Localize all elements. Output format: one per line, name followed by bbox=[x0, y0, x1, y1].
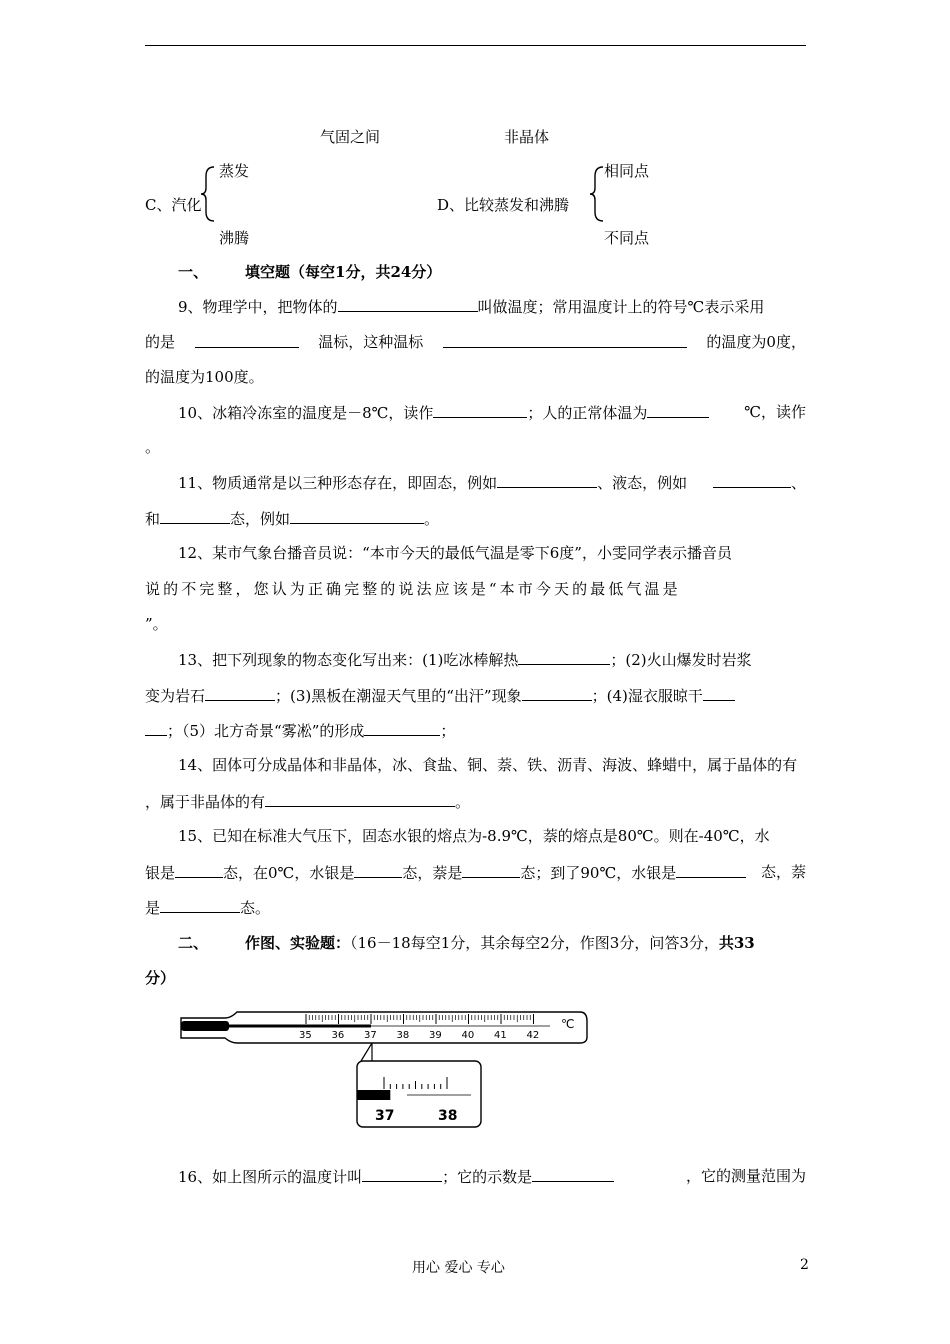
zoom-mercury bbox=[357, 1090, 390, 1100]
q9-text: 的是 bbox=[145, 333, 176, 351]
section2-total: 共33 bbox=[718, 934, 755, 952]
q11-blank3[interactable] bbox=[160, 508, 230, 524]
tick-label: 38 bbox=[396, 1030, 410, 1041]
section2-heading bbox=[245, 933, 755, 953]
q9-line1 bbox=[178, 296, 764, 317]
q13-blank1[interactable] bbox=[518, 649, 610, 665]
tick-label: 36 bbox=[331, 1030, 345, 1041]
q11-text: 、液态，例如 bbox=[597, 474, 688, 492]
q15-blank2[interactable] bbox=[354, 862, 402, 878]
section1-number: 一、 bbox=[178, 263, 209, 281]
q11-blank4[interactable] bbox=[290, 508, 424, 524]
option-c-top: 蒸发 bbox=[219, 162, 250, 180]
q14-blank1[interactable] bbox=[265, 791, 455, 807]
q15-text: 态，萘 bbox=[760, 863, 806, 881]
q13-line1 bbox=[178, 649, 752, 670]
q9-blank1[interactable] bbox=[338, 296, 478, 312]
q16-line1 bbox=[178, 1166, 806, 1187]
q14-line1: 14、固体可分成晶体和非晶体，冰、食盐、铜、萘、铁、沥青、海波、蜂蜡中，属于晶体的有 bbox=[178, 756, 798, 774]
option-b-text: 气固之间 bbox=[320, 128, 381, 146]
q13-line3 bbox=[145, 720, 455, 741]
q13-line2 bbox=[145, 685, 735, 706]
q15-blank4[interactable] bbox=[676, 862, 746, 878]
q14-line2 bbox=[145, 791, 470, 812]
q12-line2: 说的不完整，您认为正确完整的说法应该是“本市今天的最低气温是 bbox=[145, 580, 681, 598]
q9-line2 bbox=[145, 332, 806, 352]
zoom-label-38: 38 bbox=[438, 1108, 458, 1124]
q15-line2 bbox=[145, 862, 806, 883]
q13-text: ；（5）北方奇景“雾凇”的形成 bbox=[167, 722, 365, 740]
q16-blank1[interactable] bbox=[362, 1166, 442, 1182]
q13-text: 13、把下列现象的物态变化写出来：(1)吃冰棒解热 bbox=[178, 651, 519, 669]
q13-blank4b[interactable] bbox=[145, 720, 167, 736]
q9-blank2[interactable] bbox=[195, 332, 299, 348]
option-d-bottom: 不同点 bbox=[604, 229, 650, 247]
q11-line1 bbox=[178, 472, 806, 493]
brace-icon bbox=[589, 166, 605, 222]
q9-text: 的温度为0度， bbox=[706, 333, 806, 351]
q16-text: ；它的示数是 bbox=[442, 1168, 533, 1186]
q14-text: ，属于非晶体的有 bbox=[145, 793, 266, 811]
q13-blank2[interactable] bbox=[205, 685, 275, 701]
q9-text: 温标，这种温标 bbox=[318, 333, 424, 351]
q15-text: 银是 bbox=[145, 864, 176, 882]
q9-text: 9、物理学中，把物体的 bbox=[178, 298, 338, 316]
q9-blank3[interactable] bbox=[443, 332, 687, 348]
tick-label: 39 bbox=[429, 1030, 442, 1041]
unit-label: ℃ bbox=[561, 1017, 575, 1031]
footer-text: 用心 爱心 专心 bbox=[412, 1260, 505, 1276]
section2-note: （16－18每空1分，其余每空2分，作图3分，问答3分， bbox=[350, 934, 719, 952]
q11-text: 和 bbox=[145, 510, 161, 528]
q11-text: 、 bbox=[790, 474, 806, 492]
option-b2-text: 非晶体 bbox=[504, 128, 550, 146]
tick-label: 42 bbox=[526, 1030, 540, 1041]
q15-text: 态。 bbox=[240, 899, 271, 917]
callout-arrow-icon bbox=[361, 1043, 372, 1061]
option-c-label: C、汽化 bbox=[145, 196, 202, 214]
q15-blank1[interactable] bbox=[175, 862, 223, 878]
q11-line2 bbox=[145, 508, 439, 529]
tick-label: 41 bbox=[494, 1030, 507, 1041]
option-c-bottom: 沸腾 bbox=[219, 229, 250, 247]
q9-text: 叫做温度；常用温度计上的符号℃表示采用 bbox=[477, 298, 765, 316]
q15-line3 bbox=[145, 897, 270, 918]
q10-text: ℃，读作 bbox=[744, 403, 806, 421]
q13-text: ；(4)湿衣服晾干 bbox=[591, 687, 703, 705]
q15-text: 态，萘是 bbox=[402, 864, 463, 882]
q13-text: 变为岩石 bbox=[145, 687, 206, 705]
q15-blank3[interactable] bbox=[462, 862, 520, 878]
q11-text: 态，例如 bbox=[230, 510, 291, 528]
tick-label: 40 bbox=[461, 1030, 475, 1041]
q13-blank3[interactable] bbox=[522, 685, 592, 701]
q10-blank1[interactable] bbox=[433, 402, 527, 418]
q15-text: 态；到了90℃，水银是 bbox=[520, 864, 677, 882]
q16-blank2[interactable] bbox=[532, 1166, 614, 1182]
q12-line3: ”。 bbox=[145, 615, 168, 633]
q11-text: 。 bbox=[424, 510, 440, 528]
q11-text: 11、物质通常是以三种形态存在，即固态，例如 bbox=[178, 474, 498, 492]
brace-icon bbox=[200, 166, 216, 222]
q15-line1: 15、已知在标准大气压下，固态水银的熔点为-8.9℃，萘的熔点是80℃。则在-40℃，水 bbox=[178, 827, 770, 845]
q9-line3: 的温度为100度。 bbox=[145, 368, 264, 386]
option-d-label: D、比较蒸发和沸腾 bbox=[437, 196, 570, 214]
q10-text: 10、冰箱冷冻室的温度是－8℃，读作 bbox=[178, 404, 434, 422]
section2-title: 作图、实验题： bbox=[245, 934, 351, 952]
tick-label: 37 bbox=[364, 1030, 377, 1041]
section2-number: 二、 bbox=[178, 934, 209, 952]
q11-blank2[interactable] bbox=[713, 472, 791, 488]
section1-title: 填空题（每空1分，共24分） bbox=[245, 263, 442, 281]
zoom-label-37: 37 bbox=[375, 1108, 395, 1124]
q10-text: ；人的正常体温为 bbox=[527, 404, 648, 422]
q16-text: ，它的测量范围为 bbox=[685, 1167, 806, 1185]
q13-blank4a[interactable] bbox=[703, 685, 735, 701]
q14-text: 。 bbox=[455, 793, 471, 811]
q15-blank5[interactable] bbox=[160, 897, 240, 913]
q13-text: ； bbox=[440, 722, 456, 740]
q13-text: ；(2)火山爆发时岩浆 bbox=[610, 651, 752, 669]
q12-line1: 12、某市气象台播音员说：“本市今天的最低气温是零下6度”，小雯同学表示播音员 bbox=[178, 544, 732, 562]
q15-text: 是 bbox=[145, 899, 161, 917]
thermometer-figure bbox=[175, 1005, 595, 1131]
q15-text: 态，在0℃，水银是 bbox=[223, 864, 355, 882]
option-d-top: 相同点 bbox=[604, 162, 650, 180]
q11-blank1[interactable] bbox=[497, 472, 597, 488]
q10-line2: 。 bbox=[145, 438, 161, 456]
thermometer-bulb bbox=[181, 1021, 229, 1031]
tick-label: 35 bbox=[299, 1030, 312, 1041]
q16-text: 16、如上图所示的温度计叫 bbox=[178, 1168, 363, 1186]
q10-line1 bbox=[178, 402, 806, 423]
page-number: 2 bbox=[800, 1257, 809, 1273]
section2-total-end: 分） bbox=[145, 969, 176, 987]
q13-blank5[interactable] bbox=[364, 720, 440, 736]
header-rule bbox=[145, 45, 806, 46]
q10-blank2[interactable] bbox=[647, 402, 709, 418]
q13-text: ；(3)黑板在潮湿天气里的“出汗”现象 bbox=[275, 687, 522, 705]
